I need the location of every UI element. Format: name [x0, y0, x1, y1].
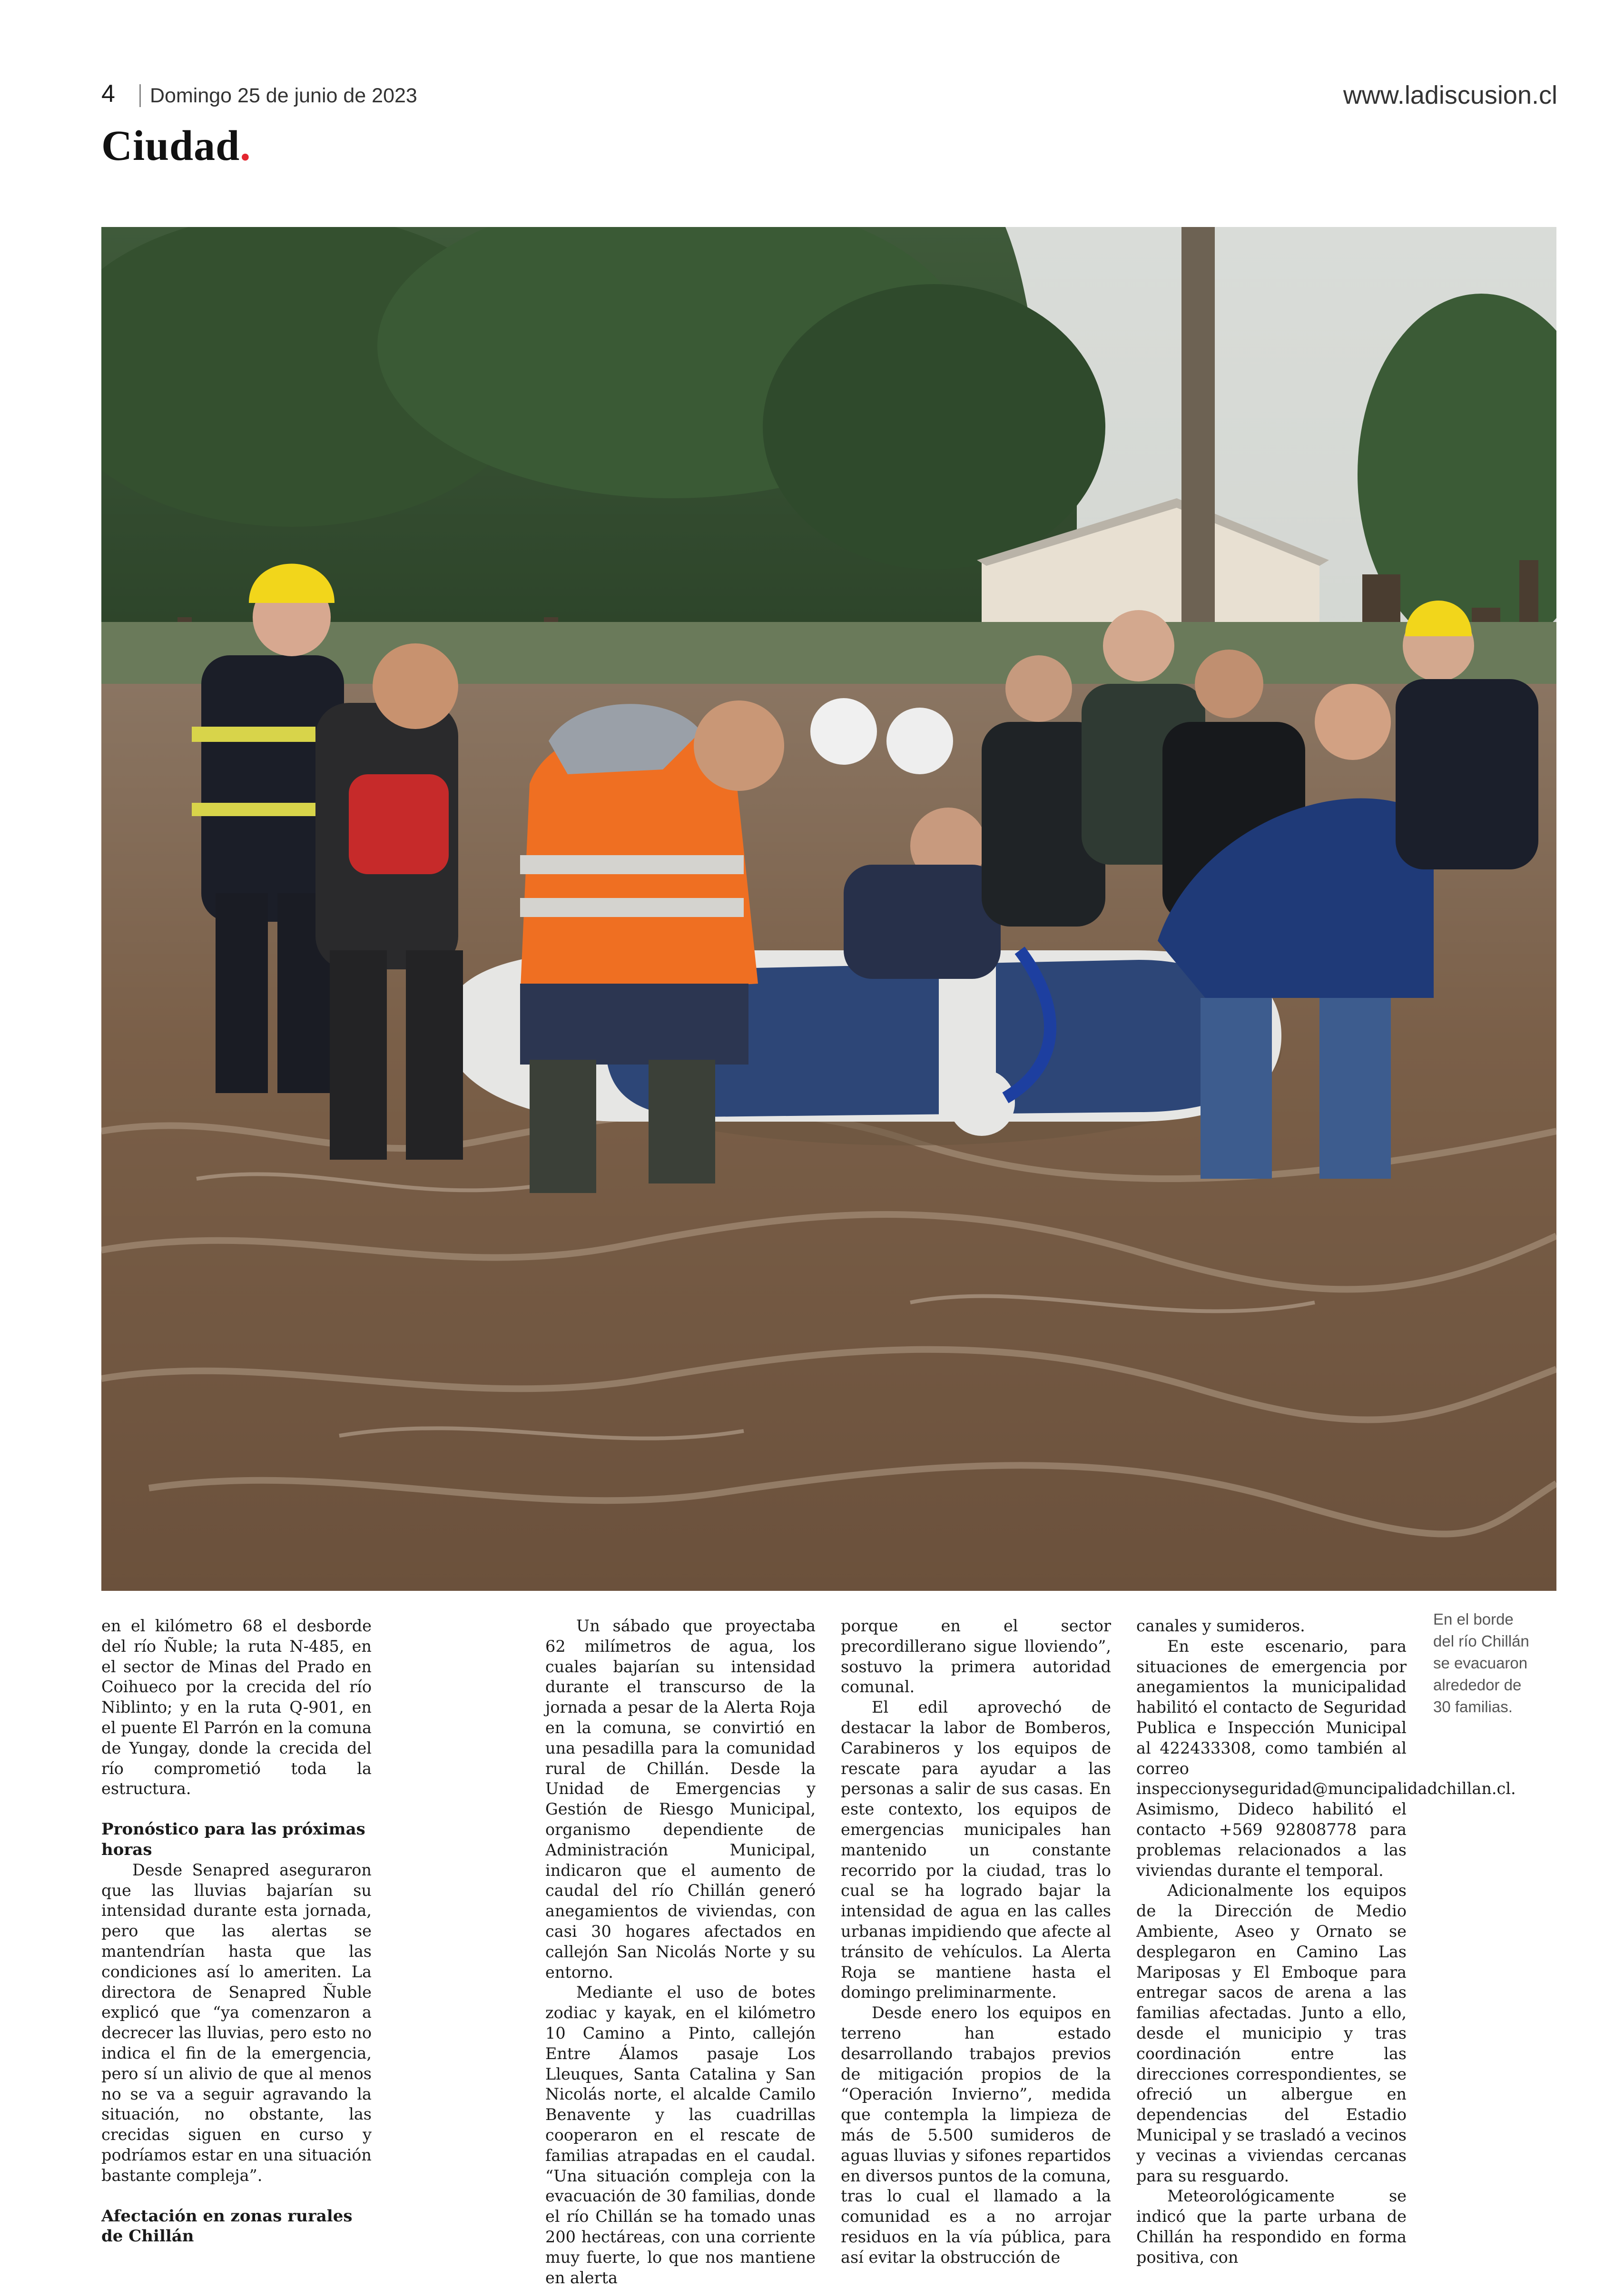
subheading-rural-areas: Afectación en zonas rurales de Chillán	[101, 2206, 353, 2246]
header-divider	[139, 84, 141, 107]
paragraph: Adicionalmente los equipos de la Dirección de Medio Ambiente, Aseo y Ornato se desplegaron en Camino Las Mariposas y El Emboque para entregar sacos de arena a las familias afectadas. Junto a ello, desde el municipio y tras coordinación entre las direcciones correspondientes, se ofreció un albergue en dependencias del Estadio Municipal y se trasladó a vecinos y vecinas a viviendas cercanas para su resguardo.	[1136, 1881, 1407, 2185]
flood-rescue-photo	[101, 227, 1556, 1591]
subheading-forecast: Pronóstico para las próximas horas	[101, 1820, 365, 1859]
article-column-1	[101, 1616, 372, 2247]
section-dot: .	[240, 122, 251, 169]
paragraph: En este escenario, para situaciones de emergencia por anegamientos la municipalidad habilitó el contacto de Seguridad Publica e Inspección Municipal al 422433308, como también al correo inspeccionyseguridad@muncipalidadchillan.cl. Asimismo, Dideco habilitó el contacto +569 92808778 para problemas relacionados a las viviendas durante el temporal.	[1136, 1637, 1516, 1880]
photo-caption: En el borde del río Chillán se evacuaron alrededor de 30 familias.	[1433, 1610, 1529, 1716]
spacer	[101, 2186, 372, 2206]
paragraph: porque en el sector precordillerano sigue lloviendo”, sostuvo la primera autoridad comunal.	[841, 1617, 1111, 1696]
paragraph: El edil aprovechó de destacar la labor de Bomberos, Carabineros y los equipos de rescate para ayudar a las personas a salir de sus casas. En este contexto, los equipos de emergencias municipales han mantenido un constante recorrido por la ciudad, tras lo cual se ha logrado bajar la intensidad de agua en las calles urbanas impidiendo que afecte al tránsito de vehículos. La Alerta Roja se mantiene hasta el domingo preliminarmente.	[841, 1698, 1111, 2002]
paragraph: Meteorológicamente se indicó que la parte urbana de Chillán ha respondido en forma positiva, con	[1136, 2187, 1407, 2267]
paragraph: en el kilómetro 68 el desborde del río Ñuble; la ruta N-485, en el sector de Minas del Prado en Coihueco por la crecida del río Niblinto; y en la ruta Q-901, en el puente El Parrón en la comuna de Yungay, donde la crecida del río comprometió toda la estructura.	[101, 1617, 372, 1798]
spacer	[101, 1799, 372, 1819]
paragraph: Desde enero los equipos en terreno han estado desarrollando trabajos previos de mitigación propios de la “Operación Invierno”, medida que contempla la limpieza de más de 5.500 sumideros de aguas lluvias y sifones repartidos en diversos puntos de la comuna, tras lo cual el llamado a la comunidad es a no arrojar residuos en la vía pública, para así evitar la obstrucción de	[841, 2003, 1111, 2267]
photo-illustration	[101, 227, 1556, 1591]
page-number: 4	[101, 80, 115, 108]
paragraph: Mediante el uso de botes zodiac y kayak, en el kilómetro 10 Camino a Pinto, callejón Entre Álamos pasaje Los Lleuques, Santa Catalina y San Nicolás norte, el alcalde Camilo Benavente y las cuadrillas cooperaron en el rescate de familias atrapadas en el caudal. “Una situación compleja con la evacuación de 30 familias, donde el río Chillán se ha tomado unas 200 hectáreas, con una corriente muy fuerte, lo que nos mantiene en alerta	[545, 1983, 816, 2287]
page-header	[101, 79, 1557, 114]
issue-date: Domingo 25 de junio de 2023	[150, 84, 417, 107]
paragraph: canales y sumideros.	[1136, 1617, 1305, 1635]
website-link[interactable]: www.ladiscusion.cl	[1343, 81, 1557, 109]
article-column-2	[545, 1616, 816, 2288]
section-name: Ciudad	[101, 122, 240, 169]
article-column-3	[841, 1616, 1111, 2268]
section-title	[101, 121, 251, 170]
paragraph: Un sábado que proyectaba 62 milímetros de agua, los cuales bajarían su intensidad durante el transcurso de la jornada a pesar de la Alerta Roja en la comuna, se convirtió en una pesadilla para la comunidad rural de Chillán. Desde la Unidad de Emergencias y Gestión de Riesgo Municipal, organismo dependiente de Administración Municipal, indicaron que el aumento de caudal del río Chillán generó anegamientos de viviendas, con casi 30 hogares afectados en callejón San Nicolás Norte y su entorno.	[545, 1617, 816, 1982]
paragraph: Desde Senapred aseguraron que las lluvias bajarían su intensidad durante esta jornada, pero que las alertas se mantendrían hasta que las condiciones así lo ameriten. La directora de Senapred Ñuble explicó que “ya comenzaron a decrecer las lluvias, pero esto no indica el fin de la emergencia, pero sí un alivio de que al menos no se va a seguir agravando la situación, no obstante, las crecidas siguen en curso y podríamos estar en una situación bastante compleja”.	[101, 1860, 372, 2185]
